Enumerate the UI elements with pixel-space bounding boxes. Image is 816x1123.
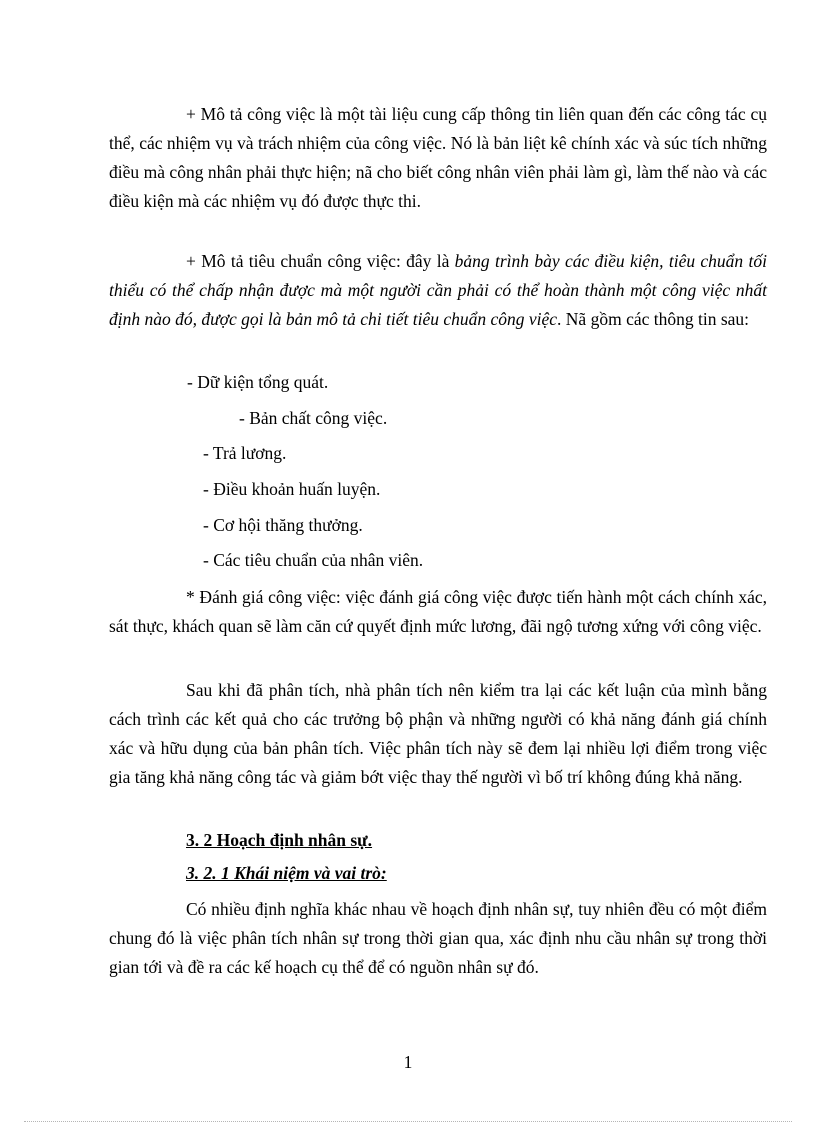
paragraph-job-description: + Mô tả công việc là một tài liệu cung cấp thông tin liên quan đến các công tác cụ thể, các nhiệm vụ và trách nhiệm của công việc. Nó là bản liệt kê chính xác và súc tích những điều mà công nhân phải thực hiện; nã cho biết công nhân viên phải làm gì, làm thế nào và các điều kiện mà các nhiệm vụ đó được thực thi.: [109, 104, 767, 211]
list-item: - Cơ hội thăng thưởng.: [203, 515, 363, 535]
paragraph-hr-planning-definition: Có nhiều định nghĩa khác nhau về hoạch định nhân sự, tuy nhiên đều có một điểm chung đó là việc phân tích nhân sự trong thời gian qua, xác định nhu cầu nhân sự trong thời gian tới và đề ra các kế hoạch cụ thể để có nguồn nhân sự đó.: [109, 899, 767, 977]
paragraph-job-standards: [109, 247, 767, 334]
page-number: 1: [403, 1052, 413, 1072]
paragraph-job-standards-definition: bảng trình bày các điều kiện, tiêu chuẩn tối thiểu có thể chấp nhận được mà một người cần phải có thể hoàn thành một công việc nhất định nào đó, được gọi là bản mô tả chi tiết tiêu chuẩn công việc: [109, 251, 767, 329]
list-item: - Trả lương.: [203, 443, 287, 463]
paragraph-job-standards-lead: + Mô tả tiêu chuẩn công việc: đây là: [186, 251, 455, 271]
list-item: - Bản chất công việc.: [239, 408, 388, 428]
list-item: - Điều khoản huấn luyện.: [203, 479, 381, 499]
section-heading: 3. 2 Hoạch định nhân sự.: [186, 830, 373, 850]
subsection-heading: 3. 2. 1 Khái niệm và vai trò:: [186, 863, 387, 883]
paragraph-job-standards-tail: . Nã gồm các thông tin sau:: [557, 309, 750, 329]
paragraph-analysis-review: Sau khi đã phân tích, nhà phân tích nên kiểm tra lại các kết luận của mình bằng cách trình các kết quả cho các trưởng bộ phận và những người có khả năng đánh giá chính xác và hữu dụng của bản phân tích. Việc phân tích này sẽ đem lại nhiều lợi điểm trong việc gia tăng khả năng công tác và giảm bớt việc thay thế người vì bố trí không đúng khả năng.: [109, 680, 767, 787]
paragraph-job-evaluation: * Đánh giá công việc: việc đánh giá công việc được tiến hành một cách chính xác, sát thực, khách quan sẽ làm căn cứ quyết định mức lương, đãi ngộ tương xứng với công việc.: [109, 587, 767, 636]
list-item: - Dữ kiện tổng quát.: [187, 372, 329, 392]
page-bottom-divider: [24, 1121, 792, 1122]
list-item: - Các tiêu chuẩn của nhân viên.: [203, 550, 424, 570]
